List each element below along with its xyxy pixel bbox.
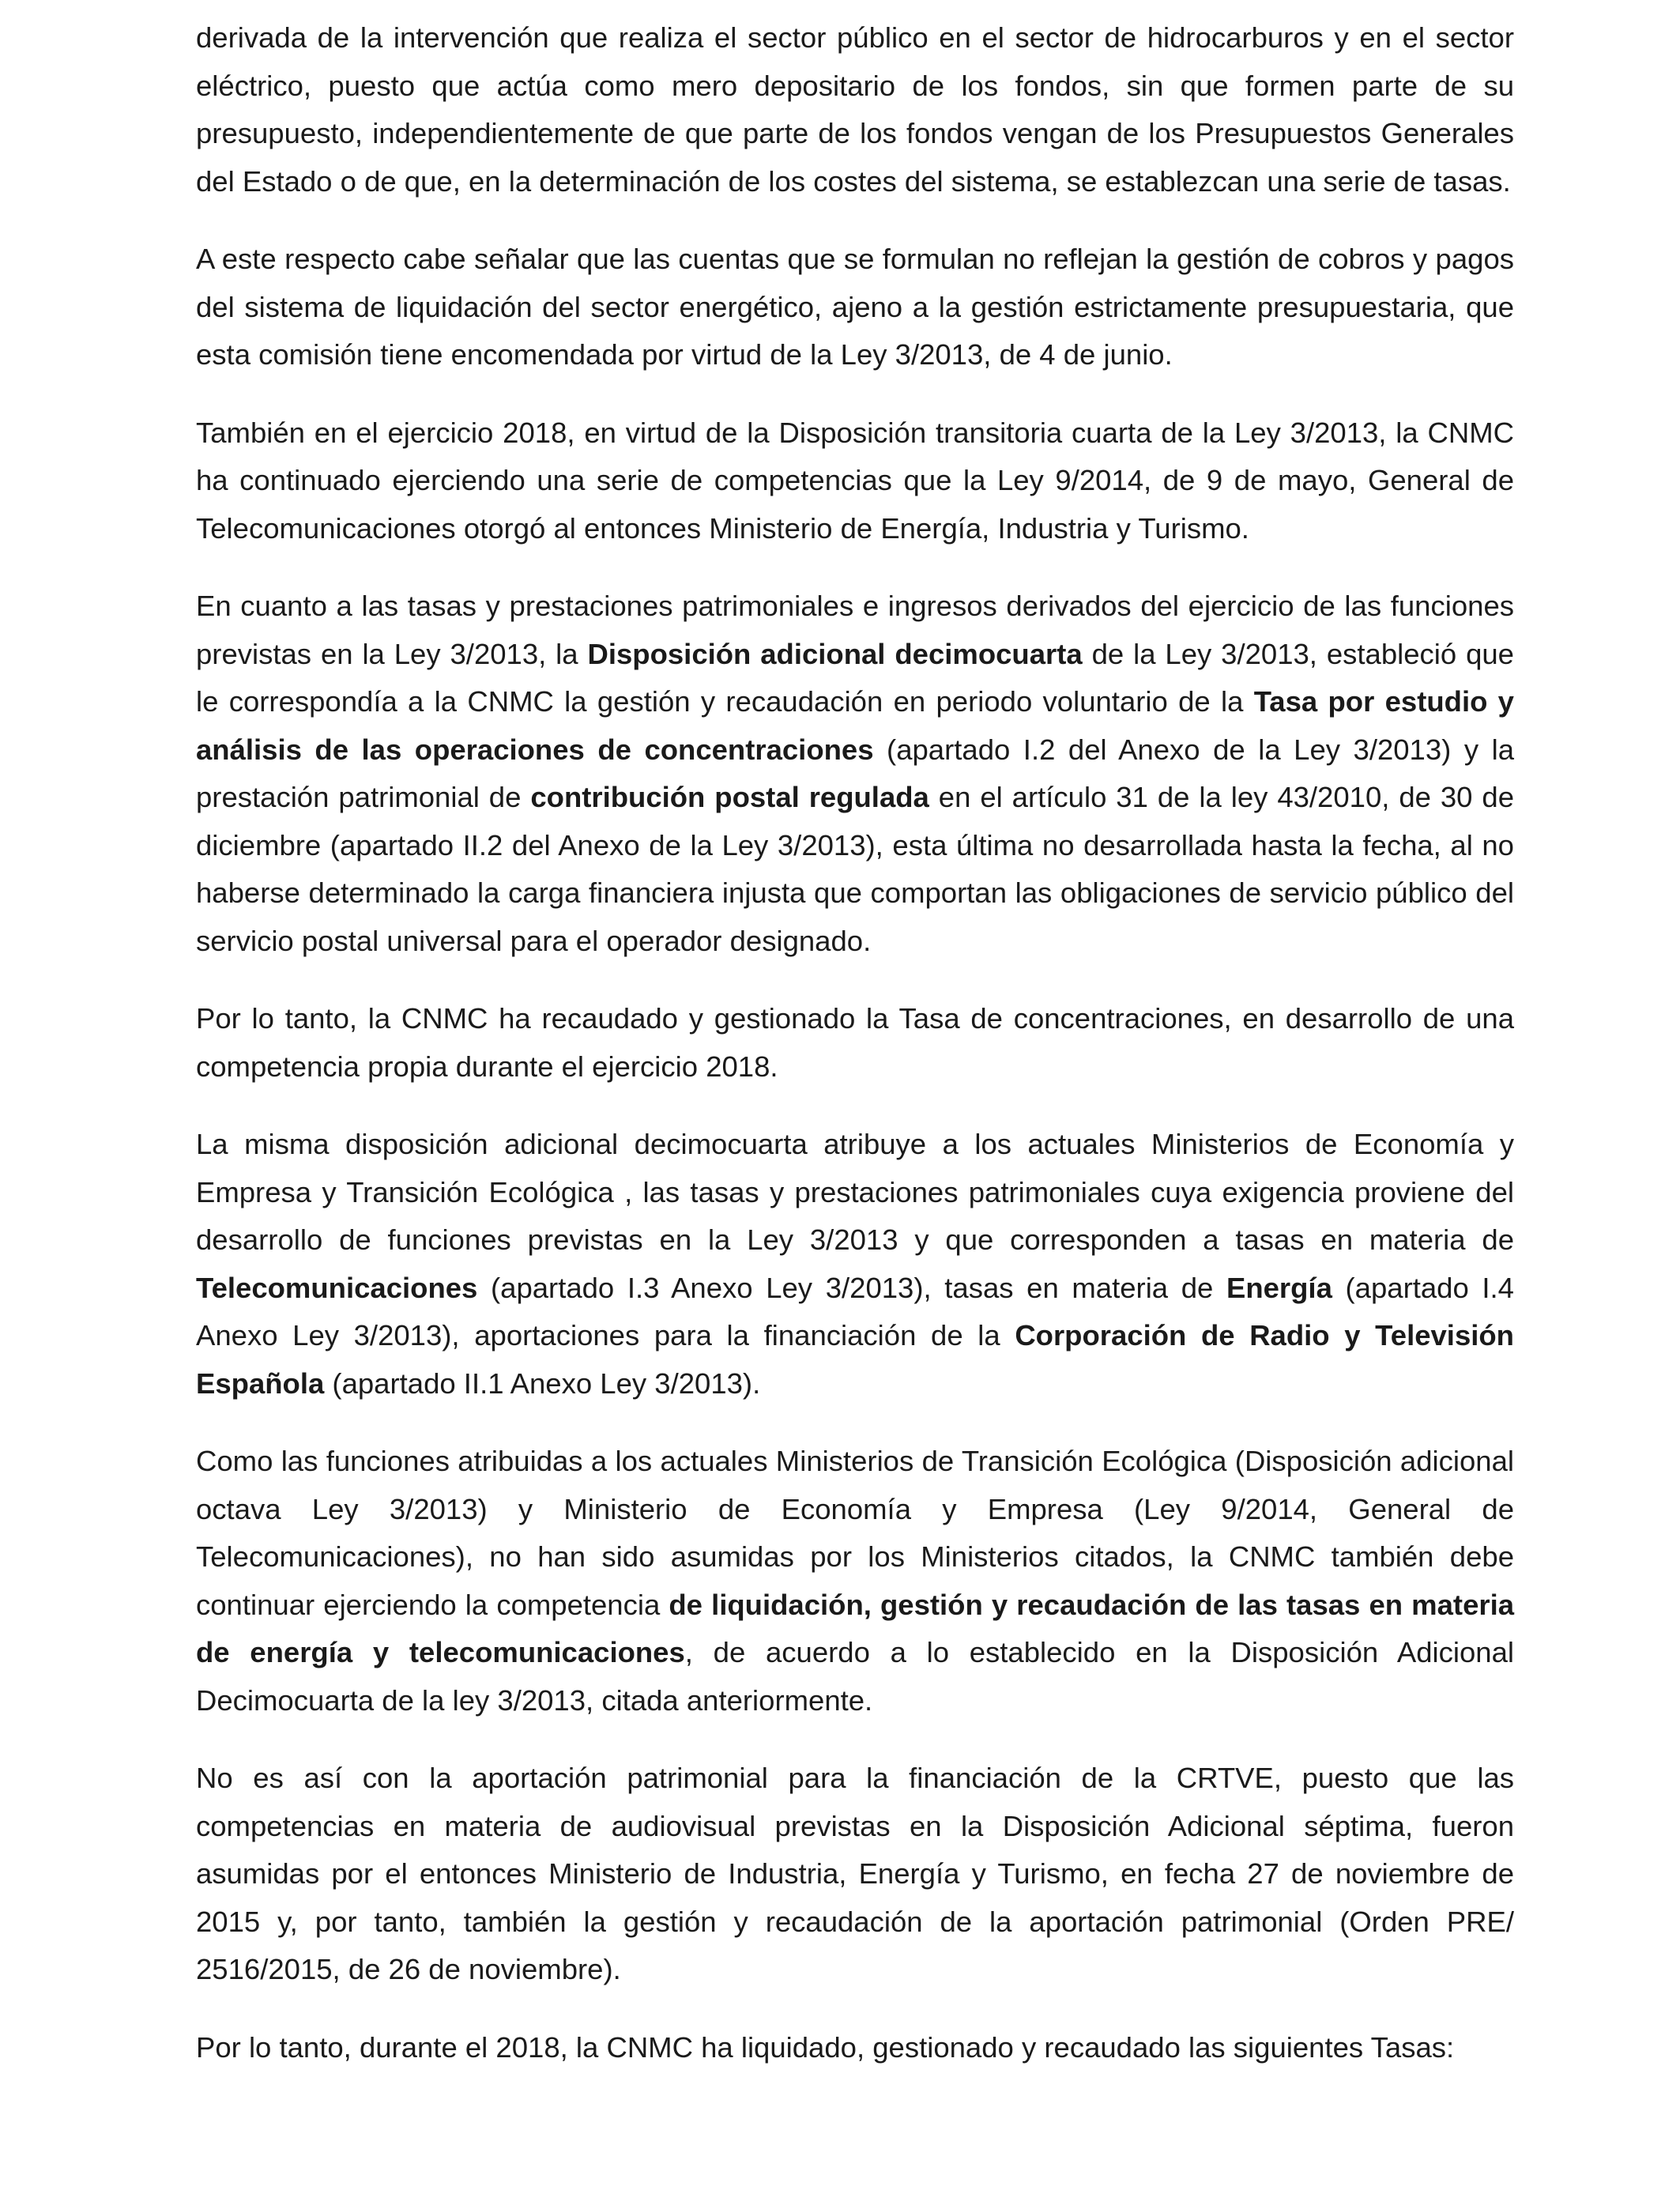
text-segment: (apartado I.2 del Anexo de la Ley 3/2013) y la prestación patrimonial de <box>196 733 1514 813</box>
bold-segment: Corporación de Radio y Televisión Española <box>196 1319 1514 1400</box>
text-segment: No es así con la aportación patrimonial para la financiación de la CRTVE, puesto que las competencias en materia de audiovisual previstas en la Disposición Adicional séptima, fueron asumidas por el entonces Ministerio de Industria, Energía y Turismo, en fecha 27 de noviembre de 2015 y, por tanto, también la gestión y recaudación de la aportación patrimonial (Orden PRE/ 2516/2015, de 26 de noviembre). <box>196 1762 1514 1985</box>
paragraph-7 <box>196 1438 1514 1725</box>
text-segment: derivada de la intervención que realiza el sector público en el sector de hidrocarburos y en el sector eléctrico, puesto que actúa como mero depositario de los fondos, sin que formen parte de su presupuesto, independientemente de que parte de los fondos vengan de los Presupuestos Generales del Estado o de que, en la determinación de los costes del sistema, se establezcan una serie de tasas. <box>196 21 1514 198</box>
text-segment: (apartado II.1 Anexo Ley 3/2013). <box>324 1367 761 1400</box>
paragraph-9 <box>196 2024 1514 2072</box>
text-segment: La misma disposición adicional decimocuarta atribuye a los actuales Ministerios de Economía y Empresa y Transición Ecológica , las tasas y prestaciones patrimoniales cuya exigencia proviene del desarrollo de funciones previstas en la Ley 3/2013 y que corresponden a tasas en materia de <box>196 1128 1514 1256</box>
paragraph-8 <box>196 1755 1514 1994</box>
text-segment: En cuanto a las tasas y prestaciones patrimoniales e ingresos derivados del ejercicio de las funciones previstas en la Ley 3/2013, la <box>196 590 1514 670</box>
paragraph-6 <box>196 1121 1514 1408</box>
text-segment: Por lo tanto, la CNMC ha recaudado y gestionado la Tasa de concentraciones, en desarrollo de una competencia propia durante el ejercicio 2018. <box>196 1002 1514 1083</box>
text-segment: Como las funciones atribuidas a los actuales Ministerios de Transición Ecológica (Disposición adicional octava Ley 3/2013) y Ministerio de Economía y Empresa (Ley 9/2014, General de Telecomunicaciones), no han sido asumidas por los Ministerios citados, la CNMC también debe continuar ejerciendo la competencia <box>196 1445 1514 1621</box>
bold-segment: Energía <box>1226 1271 1332 1304</box>
bold-segment: Tasa por estudio y análisis de las operaciones de concentraciones <box>196 685 1514 766</box>
document-body <box>196 14 1514 2102</box>
paragraph-2 <box>196 236 1514 379</box>
paragraph-4 <box>196 582 1514 965</box>
text-segment: , de acuerdo a lo establecido en la Disposición Adicional Decimocuarta de la ley 3/2013, citada anteriormente. <box>196 1636 1515 1717</box>
text-segment: (apartado I.4 Anexo Ley 3/2013), aportaciones para la financiación de la <box>196 1271 1514 1351</box>
bold-segment: contribución postal regulada <box>530 781 929 813</box>
text-segment: en el artículo 31 de la ley 43/2010, de 30 de diciembre (apartado II.2 del Anexo de la Ley 3/2013), esta última no desarrollada hasta la fecha, al no haberse determinado la carga financiera injusta que comportan las obligaciones de servicio público del servicio postal universal para el operador designado. <box>196 781 1514 957</box>
text-segment: También en el ejercicio 2018, en virtud de la Disposición transitoria cuarta de la Ley 3/2013, la CNMC ha continuado ejerciendo una serie de competencias que la Ley 9/2014, de 9 de mayo, General de Telecomunicaciones otorgó al entonces Ministerio de Energía, Industria y Turismo. <box>196 416 1514 545</box>
paragraph-3 <box>196 409 1514 553</box>
text-segment: (apartado I.3 Anexo Ley 3/2013), tasas en materia de <box>477 1271 1226 1304</box>
bold-segment: Telecomunicaciones <box>196 1271 478 1304</box>
text-segment: de la Ley 3/2013, estableció que le correspondía a la CNMC la gestión y recaudación en periodo voluntario de la <box>196 637 1514 718</box>
bold-segment: Disposición adicional decimocuarta <box>587 637 1083 670</box>
text-segment: Por lo tanto, durante el 2018, la CNMC ha liquidado, gestionado y recaudado las siguientes Tasas: <box>196 2030 1455 2064</box>
paragraph-1 <box>196 14 1514 205</box>
bold-segment: de liquidación, gestión y recaudación de las tasas en materia de energía y telecomunicaciones <box>196 1588 1515 1668</box>
text-segment: A este respecto cabe señalar que las cuentas que se formulan no reflejan la gestión de cobros y pagos del sistema de liquidación del sector energético, ajeno a la gestión estrictamente presupuestaria, que esta comisión tiene encomendada por virtud de la Ley 3/2013, de 4 de junio. <box>196 243 1514 371</box>
paragraph-5 <box>196 995 1514 1091</box>
